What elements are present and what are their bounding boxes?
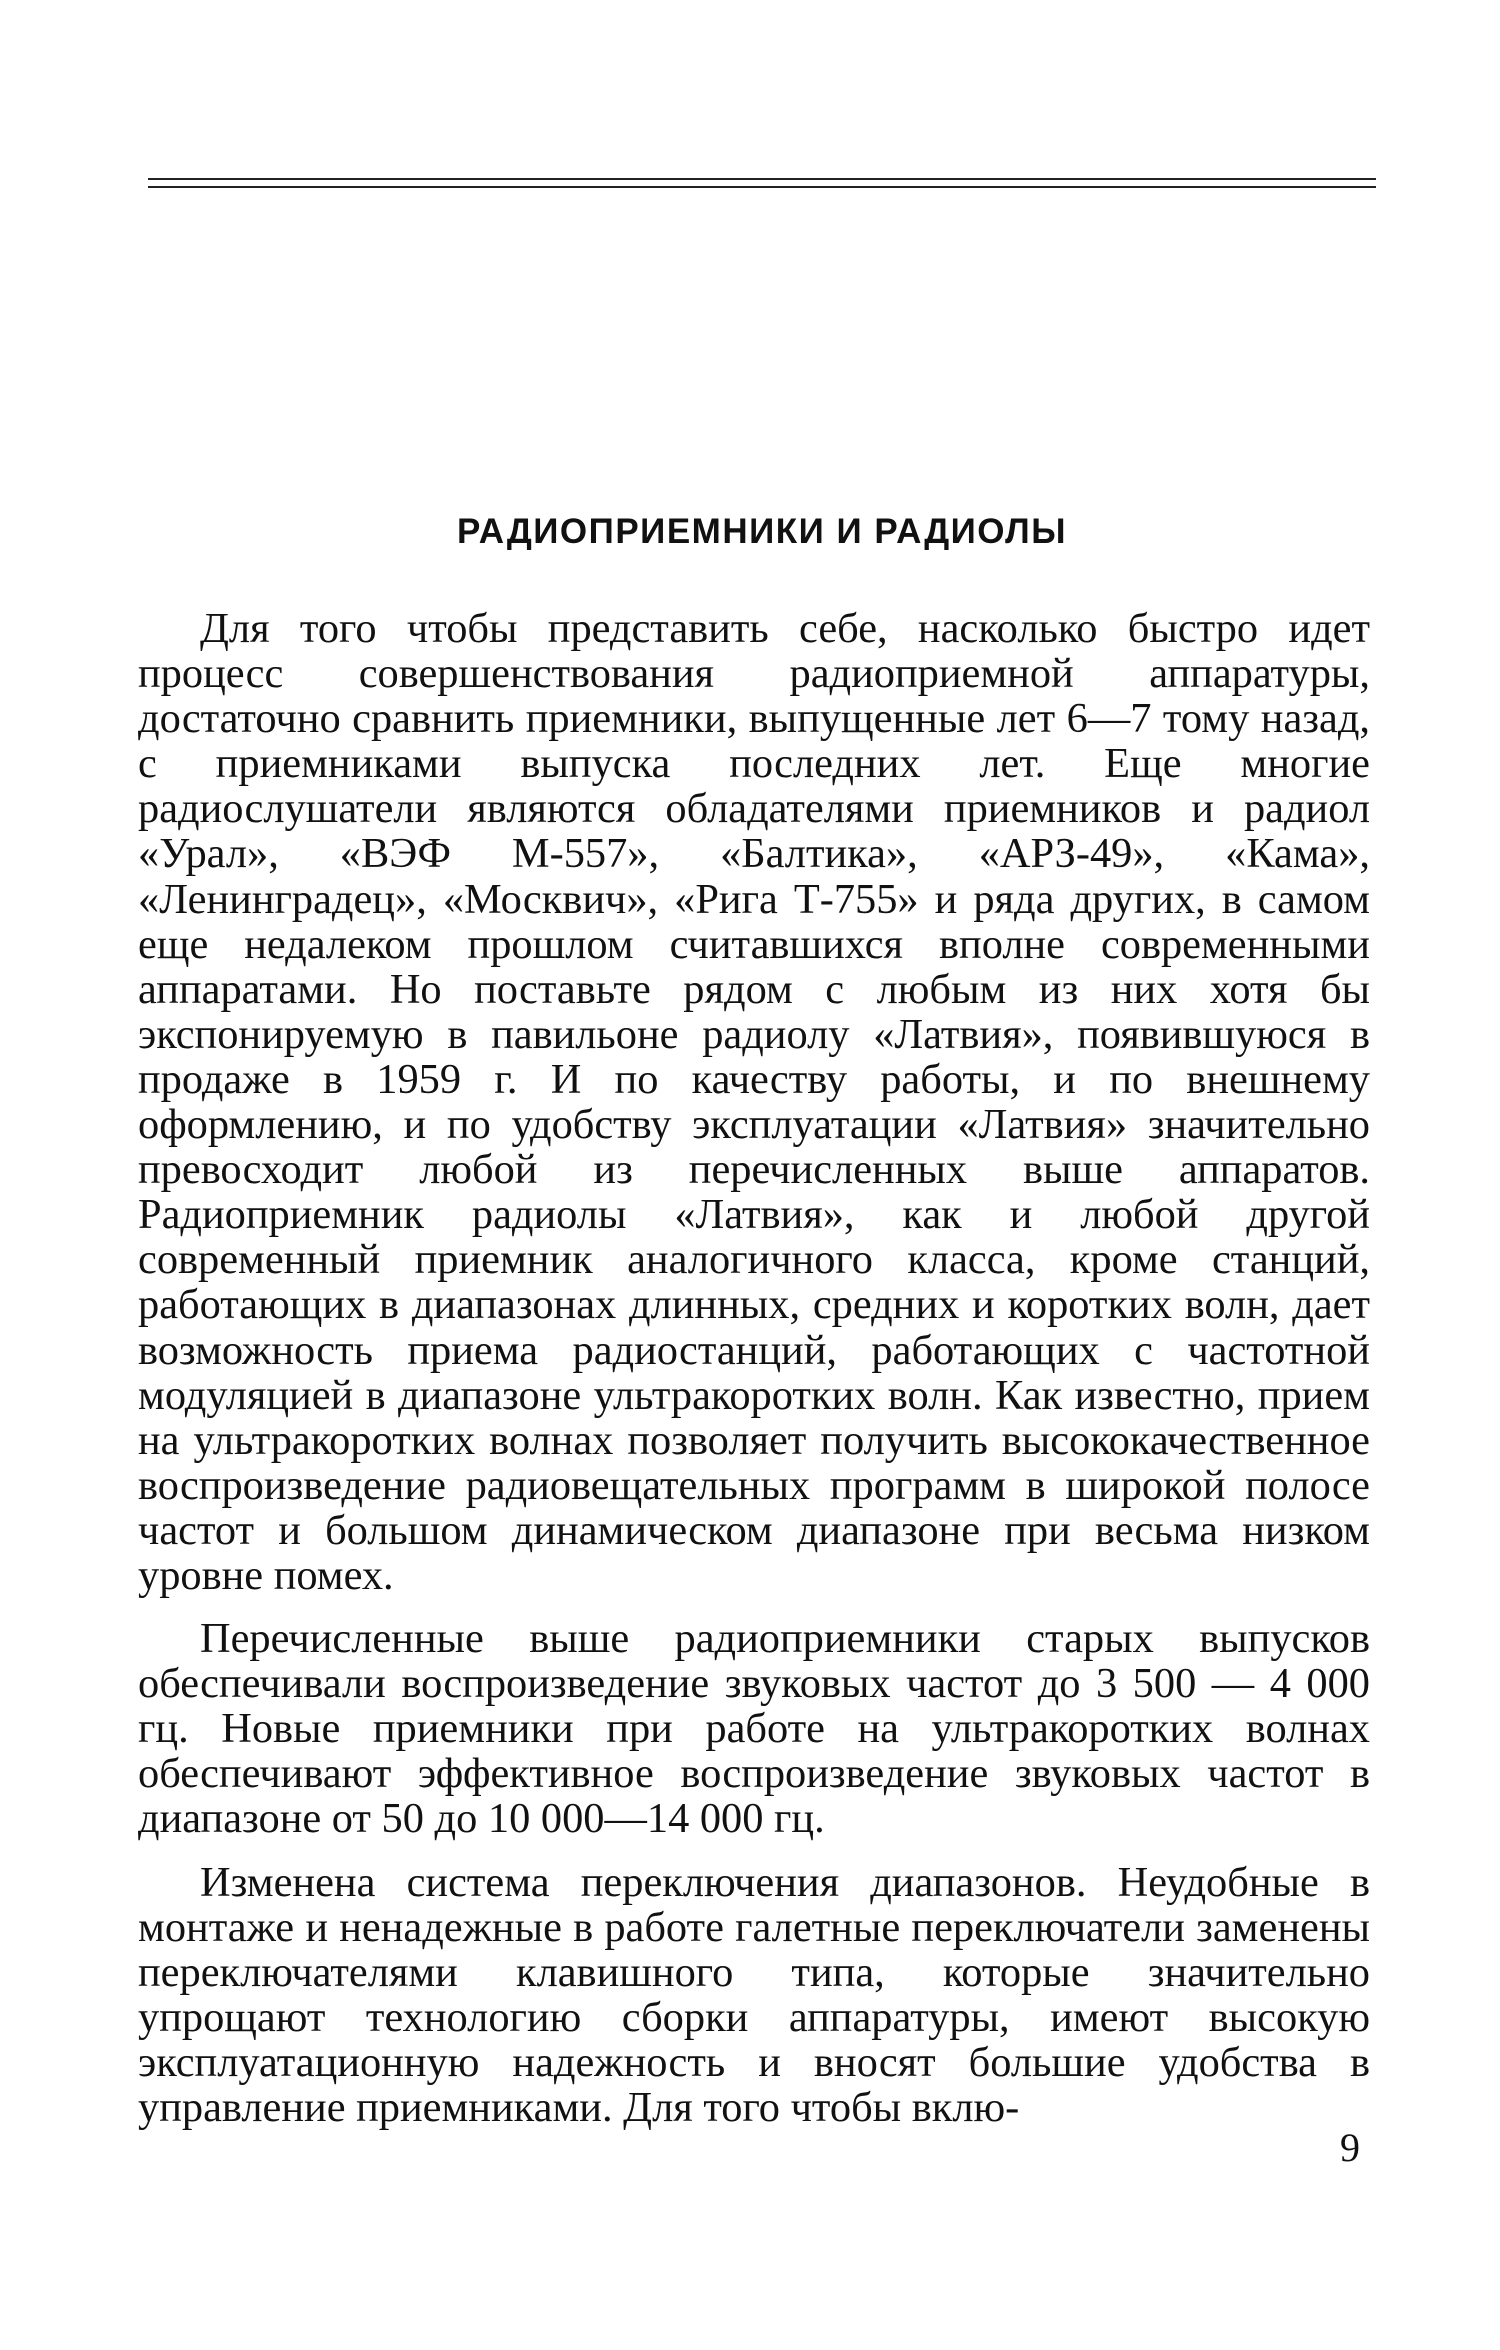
paragraph-3: Изменена система переключения диапазонов. Неудобные в монтаже и ненадежные в работе галетные переключатели заменены переключателями клавишного типа, которые значительно упрощают технологию сборки аппаратуры, имеют высокую эксплуатационную надежность и вносят большие удобства в управление приемниками. Для того чтобы вклю- (138, 1858, 1370, 2131)
body-text (138, 606, 1370, 2148)
page-number: 9 (1340, 2125, 1360, 2170)
section-heading: РАДИОПРИЕМНИКИ И РАДИОЛЫ (457, 512, 1067, 551)
paragraph-1: Для того чтобы представить себе, насколько быстро идет процесс совершенствования радиоприемной аппаратуры, достаточно сравнить приемники, выпущенные лет 6—7 тому назад, с приемниками выпуска последних лет. Еще многие радиослушатели являются обладателями приемников и радиол «Урал», «ВЭФ М-557», «Балтика», «АРЗ-49», «Кама», «Ленинградец», «Москвич», «Рига Т-755» и ряда других, в самом еще недалеком прошлом считавшихся вполне современными аппаратами. Но поставьте рядом с любым из них хотя бы экспонируемую в павильоне радиолу «Латвия», появившуюся в продаже в 1959 г. И по качеству работы, и по внешнему оформлению, и по удобству эксплуатации «Латвия» значительно превосходит любой из перечисленных выше аппаратов. Радиоприемник радиолы «Латвия», как и любой другой современный приемник аналогичного класса, кроме станций, работающих в диапазонах длинных, средних и коротких волн, дает возможность приема радиостанций, работающих с частотной модуляцией в диапазоне ультракоротких волн. Как известно, прием на ультракоротких волнах позволяет получить высококачественное воспроизведение радиовещательных программ в широкой полосе частот и большом динамическом диапазоне при весьма низком уровне помех. (138, 605, 1370, 1599)
paragraph-2: Перечисленные выше радиоприемники старых выпусков обеспечивали воспроизведение звуковых частот до 3 500 — 4 000 гц. Новые приемники при работе на ультракоротких волнах обеспечивают эффективное воспроизведение звуковых частот в диапазоне от 50 до 10 000—14 000 гц. (138, 1615, 1370, 1843)
top-double-rule (148, 178, 1376, 188)
